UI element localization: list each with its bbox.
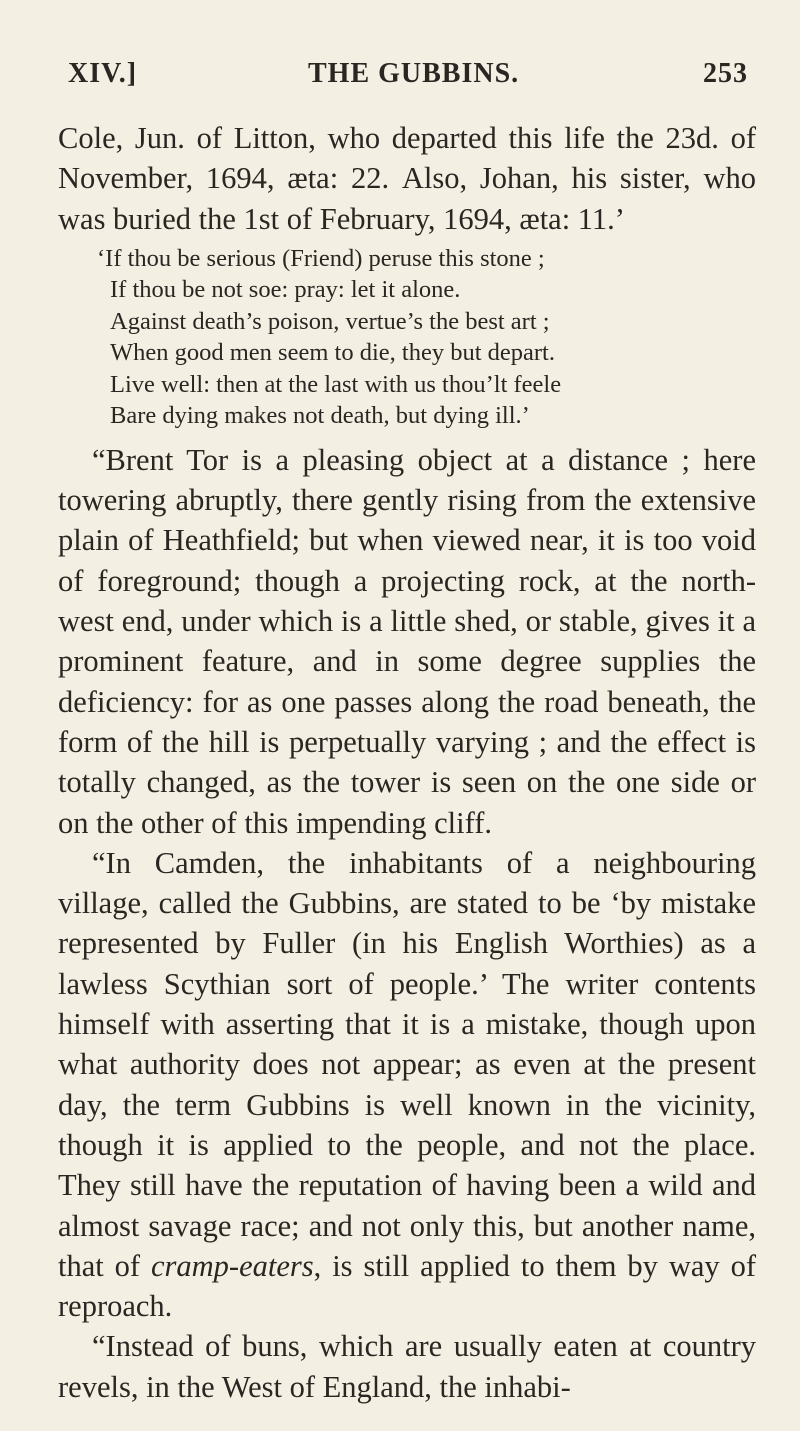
paragraph-camden-text-end: , is still applied to them by way of reproach.: [58, 1248, 756, 1324]
page-number: 253: [703, 58, 748, 89]
epitaph-line: ‘If thou be serious (Friend) peruse this stone ;: [97, 244, 545, 272]
paragraph-camden-text: “In Camden, the inhabitants of a neighbouring village, called the Gubbins, are stated to be ‘by mistake represented by Fuller (in his English Worthies) as a lawless Scythian sort of people.’ The writer contents himself with asserting that it is a mistake, though upon what authority does not appear; as even at the present day, the term Gubbins is well known in the vicinity, though it is applied to the people, and not the place. They still have the reputation of having been a wild and almost savage race; and not only this, but another name, that of: [58, 845, 756, 1283]
epitaph-line: Against death’s poison, vertue’s the best art ;: [110, 307, 550, 335]
epitaph-line: Live well: then at the last with us thou’lt feele: [110, 370, 562, 398]
epitaph-line: When good men seem to die, they but depart.: [110, 339, 555, 367]
paragraph-instead: “Instead of buns, which are usually eaten at country revels, in the West of England, the inhabi-: [58, 1329, 756, 1404]
body-text: [58, 118, 756, 1407]
chapter-number: XIV.]: [68, 58, 138, 89]
italic-term: cramp-eaters: [151, 1248, 314, 1283]
epitaph-line: If thou be not soe: pray: let it alone.: [110, 276, 461, 304]
running-head: [68, 58, 748, 98]
opening-paragraph: Cole, Jun. of Litton, who departed this life the 23d. of November, 1694, ætа: 22. Also, Johan, his sister, who was buried the 1st of February, 1694, æta: 11.’: [58, 121, 756, 236]
epitaph-line: Bare dying makes not death, but dying ill.’: [110, 402, 530, 430]
running-title: THE GUBBINS.: [308, 58, 520, 89]
paragraph-camden: [58, 843, 756, 1327]
paragraph-brent-tor: “Brent Tor is a pleasing object at a distance ; here towering abruptly, there gently rising from the extensive plain of Heathfield; but when viewed near, it is too void of foreground; though a projecting rock, at the north-west end, under which is a little shed, or stable, gives it a prominent feature, and in some degree supplies the deficiency: for as one passes along the road beneath, the form of the hill is perpetually varying ; and the effect is totally changed, as the tower is seen on the one side or on the other of this impending cliff.: [58, 442, 756, 840]
epitaph-verse: [58, 243, 756, 432]
